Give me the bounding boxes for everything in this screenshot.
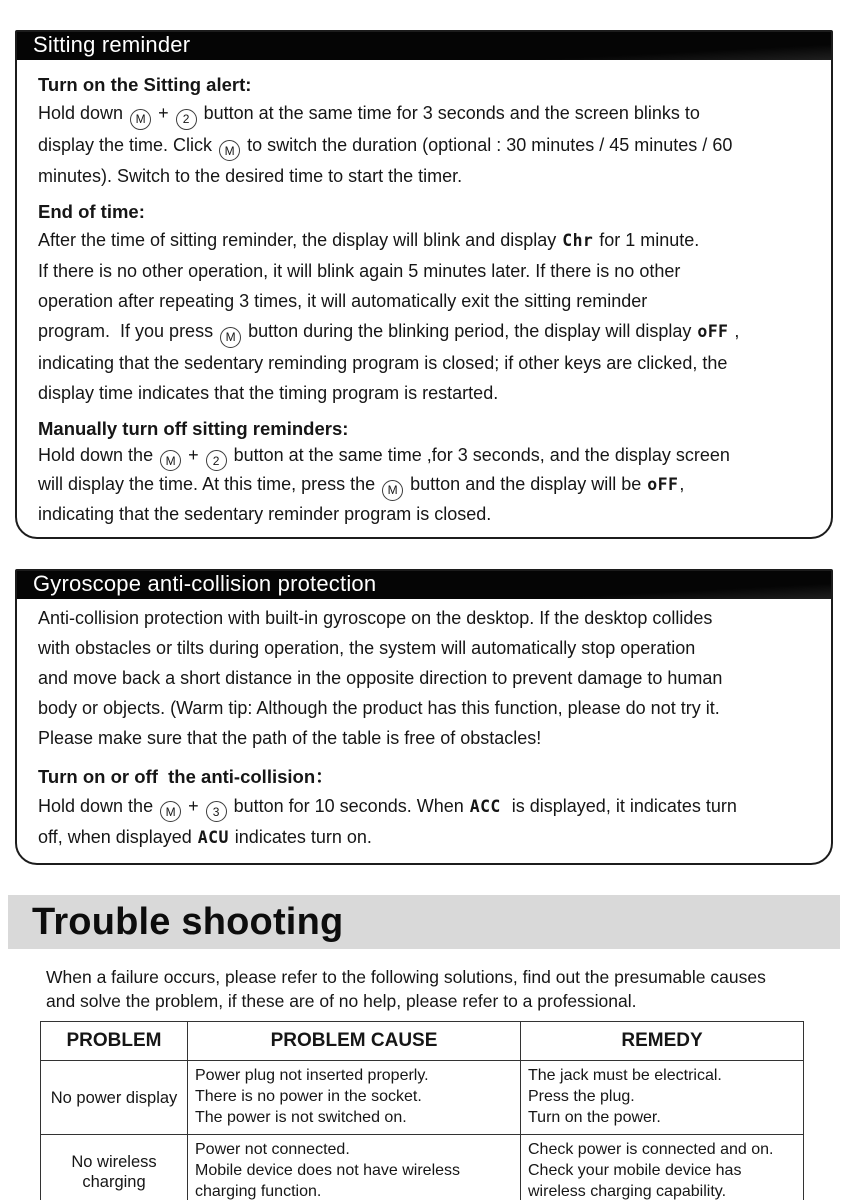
troubleshooting-table — [40, 1021, 804, 1200]
block-heading: Turn on the Sitting alert: — [38, 74, 252, 95]
section-header-bar — [17, 32, 831, 60]
text-block — [38, 763, 811, 854]
paragraph-line: off, when displayed ACU indicates turn on. — [38, 827, 372, 847]
paragraph-line: display time indicates that the timing program is restarted. — [38, 382, 499, 403]
paragraph-line: and move back a short distance in the opposite direction to prevent damage to human — [38, 667, 723, 688]
section-sitting-reminder — [15, 30, 833, 539]
cause-line: Power plug not inserted properly. — [195, 1067, 429, 1084]
troubleshooting-title: Trouble shooting — [32, 900, 344, 943]
block-heading: End of time: — [38, 201, 145, 222]
remedy-line: Check your mobile device has wireless charging capability. — [528, 1162, 742, 1200]
block-heading: Turn on or off the anti-collision： — [38, 765, 334, 787]
paragraph-line: minutes). Switch to the desired time to start the timer. — [38, 166, 463, 186]
troubleshooting-intro — [46, 965, 808, 1013]
intro-line: When a failure occurs, please refer to the following solutions, find out the presumable causes — [46, 967, 766, 987]
m-key-icon: M — [219, 140, 240, 161]
paragraph-line: Please make sure that the path of the table is free of obstacles! — [38, 727, 542, 748]
3-key-icon: 3 — [206, 801, 227, 822]
cause-line: Mobile device does not have wireless charging function. — [195, 1162, 461, 1200]
cause-line: Power not connected. — [195, 1141, 350, 1158]
paragraph-line: will display the time. At this time, press the M button and the display will be oFF, — [38, 471, 811, 501]
remedy-line: Press the plug. — [528, 1088, 635, 1105]
paragraph-line: Anti-collision protection with built-in gyroscope on the desktop. If the desktop collides — [38, 607, 713, 628]
cause-cell — [188, 1061, 521, 1135]
paragraph-line: Hold down the M + 3 button for 10 seconds. When ACC is displayed, it indicates turn — [38, 791, 811, 823]
paragraph-line: program. If you press M button during the blinking period, the display will display oFF , — [38, 316, 811, 348]
table-row — [41, 1061, 804, 1135]
text-block — [38, 74, 811, 191]
section-gyroscope-anti-collision — [15, 569, 833, 866]
m-key-icon: M — [160, 801, 181, 822]
text-block — [38, 603, 811, 753]
paragraph-line: Hold down the M + 2 button at the same time ,for 3 seconds, and the display screen — [38, 442, 811, 472]
2-key-icon: 2 — [206, 450, 227, 471]
m-key-icon: M — [130, 109, 151, 130]
table-header-problem-cause: PROBLEM CAUSE — [188, 1022, 521, 1061]
remedy-line: Check power is connected and on. — [528, 1141, 774, 1158]
lcd-display-code: oFF — [697, 322, 729, 341]
cause-cell — [188, 1135, 521, 1200]
cause-line: There is no power in the socket. — [195, 1088, 422, 1105]
table-header-row — [41, 1022, 804, 1061]
m-key-icon: M — [220, 327, 241, 348]
cause-line: The power is not switched on. — [195, 1109, 407, 1126]
remedy-cell — [521, 1061, 804, 1135]
text-block — [38, 201, 811, 408]
table-header-problem: PROBLEM — [41, 1022, 188, 1061]
2-key-icon: 2 — [176, 109, 197, 130]
remedy-line: The jack must be electrical. — [528, 1067, 722, 1084]
intro-line: and solve the problem, if these are of no help, please refer to a professional. — [46, 991, 637, 1011]
section-title: Sitting reminder — [33, 32, 191, 57]
lcd-display-code: Chr — [562, 231, 594, 250]
lcd-display-code: oFF — [647, 475, 679, 494]
block-heading: Manually turn off sitting reminders: — [38, 417, 349, 439]
lcd-display-code: ACC — [469, 796, 501, 816]
paragraph-line: operation after repeating 3 times, it will automatically exit the sitting reminder — [38, 291, 648, 311]
table-row — [41, 1135, 804, 1200]
section-title: Gyroscope anti-collision protection — [33, 570, 377, 596]
paragraph-line: indicating that the sedentary reminding program is closed; if other keys are clicked, the — [38, 352, 728, 373]
m-key-icon: M — [382, 480, 403, 501]
paragraph-line: body or objects. (Warm tip: Although the product has this function, please do not try it. — [38, 697, 720, 718]
section-content — [17, 599, 831, 864]
section-content — [17, 60, 831, 537]
problem-cell: No power display — [41, 1061, 188, 1135]
paragraph-line: If there is no other operation, it will blink again 5 minutes later. If there is no other — [38, 261, 681, 281]
section-header-bar — [17, 571, 831, 599]
table-header-remedy: REMEDY — [521, 1022, 804, 1061]
paragraph-line: indicating that the sedentary reminder program is closed. — [38, 503, 492, 524]
paragraph-line: Hold down M + 2 button at the same time for 3 seconds and the screen blinks to — [38, 98, 811, 130]
remedy-line: Turn on the power. — [528, 1109, 661, 1126]
paragraph-line: display the time. Click M to switch the duration (optional : 30 minutes / 45 minutes / 60 — [38, 130, 811, 162]
problem-cell: No wireless charging — [41, 1135, 188, 1200]
m-key-icon: M — [160, 450, 181, 471]
text-block — [38, 418, 811, 527]
paragraph-line: After the time of sitting reminder, the display will blink and display Chr for 1 minute. — [38, 230, 700, 250]
troubleshooting-title-bar — [8, 895, 840, 949]
remedy-cell — [521, 1135, 804, 1200]
lcd-display-code: ACU — [197, 828, 229, 847]
paragraph-line: with obstacles or tilts during operation, the system will automatically stop operation — [38, 637, 696, 658]
